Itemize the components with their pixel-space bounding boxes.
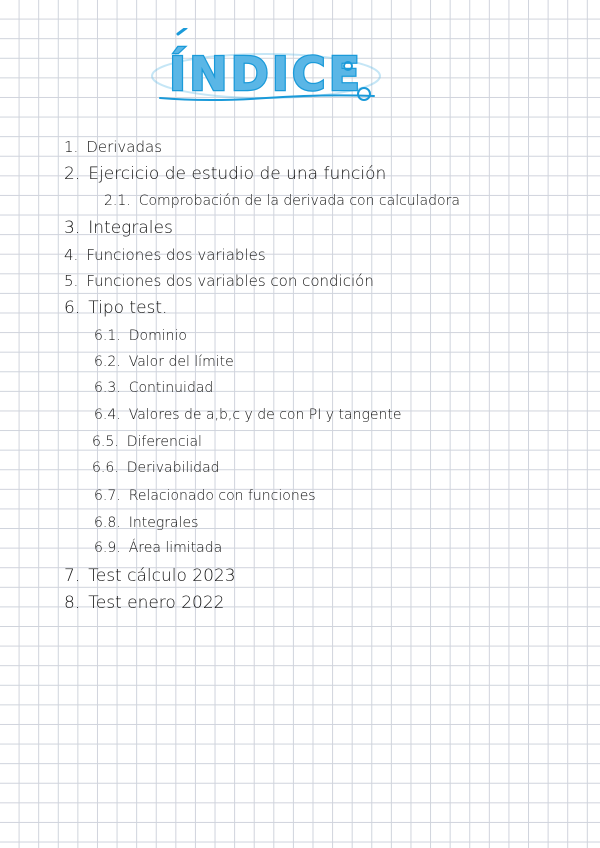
toc-label: Derivadas — [86, 138, 163, 156]
toc-number: 3. — [64, 218, 81, 238]
toc-entry-6-2 — [94, 354, 234, 370]
toc-label: Integrales — [88, 218, 173, 238]
toc-number: 6. — [64, 298, 81, 318]
toc-entry-3 — [64, 218, 173, 238]
toc-number: 6.2. — [94, 354, 121, 370]
toc-number: 2. — [64, 164, 81, 184]
toc-number: 6.5. — [92, 434, 119, 450]
toc-label: Valores de a,b,c y de con PI y tangente — [128, 407, 402, 423]
toc-entry-2 — [64, 164, 386, 184]
toc-number: 5. — [64, 272, 79, 290]
toc-label: Dominio — [128, 328, 187, 344]
toc-entry-6-5 — [92, 434, 202, 450]
toc-entry-6 — [64, 298, 167, 318]
toc-label: Ejercicio de estudio de una función — [88, 164, 387, 184]
toc-entry-6-8 — [94, 515, 198, 531]
toc-label: Test cálculo 2023 — [88, 566, 236, 586]
toc-label: Tipo test. — [88, 298, 168, 318]
toc-label: Comprobación de la derivada con calculadora — [138, 193, 460, 209]
toc-entry-6-4 — [94, 407, 401, 423]
toc-number: 8. — [64, 593, 81, 613]
toc-label: Funciones dos variables — [86, 246, 266, 264]
toc-number: 6.7. — [94, 488, 121, 504]
toc-entry-6-1 — [94, 328, 187, 344]
toc-number: 7. — [64, 566, 81, 586]
toc-entry-4 — [64, 246, 266, 264]
toc-number: 1. — [64, 138, 79, 156]
toc-number: 6.3. — [94, 380, 121, 396]
toc-entry-6-9 — [94, 540, 222, 556]
toc-label: Integrales — [128, 515, 199, 531]
toc-number: 4. — [64, 246, 79, 264]
toc-number: 6.9. — [94, 540, 121, 556]
toc-label: Diferencial — [126, 434, 202, 450]
toc-entry-6-6 — [92, 460, 220, 476]
title-text: ÍNDICE — [168, 47, 364, 101]
toc-number: 2.1. — [104, 193, 131, 209]
toc-number: 6.4. — [94, 407, 121, 423]
toc-label: Continuidad — [128, 380, 214, 396]
toc-label: Derivabilidad — [126, 460, 220, 476]
toc-number: 6.6. — [92, 460, 119, 476]
toc-number: 6.1. — [94, 328, 121, 344]
toc-entry-6-3 — [94, 380, 213, 396]
toc-entry-6-7 — [94, 488, 316, 504]
toc-label: Relacionado con funciones — [128, 488, 316, 504]
toc-entry-1 — [64, 138, 162, 156]
toc-entry-5 — [64, 272, 374, 290]
toc-entry-8 — [64, 593, 225, 613]
toc-entry-2-1 — [104, 193, 460, 209]
toc-label: Funciones dos variables con condición — [86, 272, 374, 290]
toc-label: Test enero 2022 — [88, 593, 225, 613]
toc-label: Valor del límite — [128, 354, 234, 370]
toc-entry-7 — [64, 566, 236, 586]
toc-label: Área limitada — [128, 540, 223, 556]
toc-number: 6.8. — [94, 515, 121, 531]
